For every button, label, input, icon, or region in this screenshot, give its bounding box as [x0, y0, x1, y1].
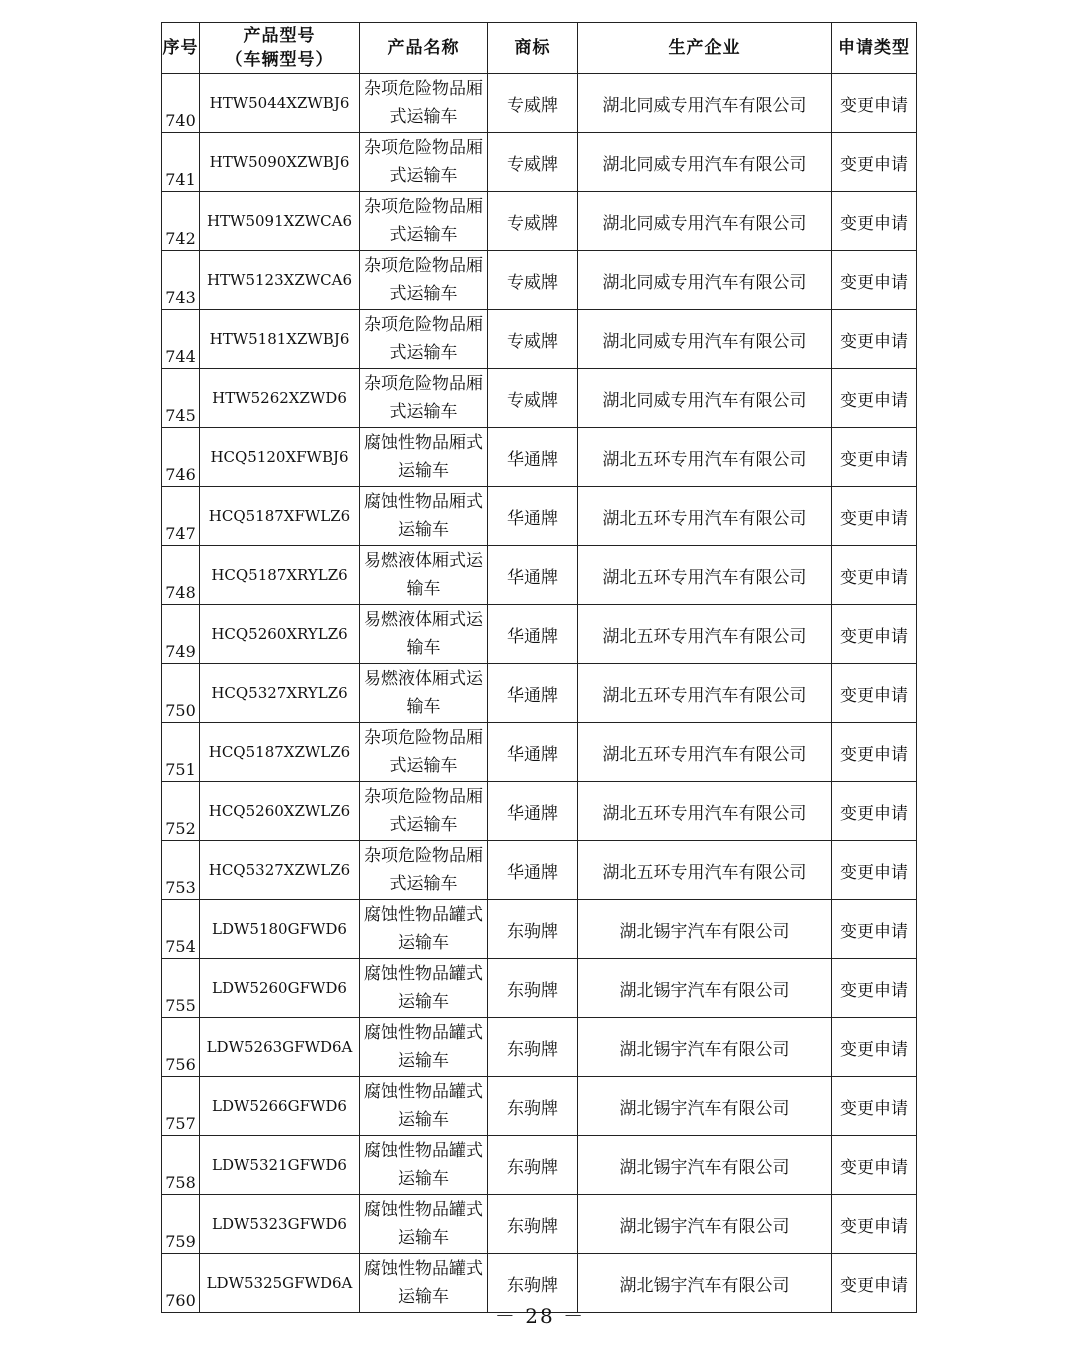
table-row	[162, 487, 917, 546]
table-row	[162, 133, 917, 192]
product-model-cell: LDW5260GFWD6	[200, 959, 360, 1018]
application-type-cell: 变更申请	[832, 546, 917, 605]
product-table	[161, 22, 917, 1313]
row-number-cell: 740	[162, 74, 200, 133]
application-type-cell: 变更申请	[832, 310, 917, 369]
product-name-cell: 杂项危险物品厢式运输车	[360, 133, 488, 192]
product-name-cell: 易燃液体厢式运输车	[360, 546, 488, 605]
manufacturer-cell: 湖北同威专用汽车有限公司	[578, 369, 832, 428]
product-name-cell: 腐蚀性物品罐式运输车	[360, 1254, 488, 1313]
manufacturer-cell: 湖北同威专用汽车有限公司	[578, 310, 832, 369]
application-type-cell: 变更申请	[832, 1195, 917, 1254]
row-number-cell: 760	[162, 1254, 200, 1313]
application-type-cell: 变更申请	[832, 664, 917, 723]
application-type-cell: 变更申请	[832, 251, 917, 310]
product-model-cell: LDW5321GFWD6	[200, 1136, 360, 1195]
table-body	[162, 74, 917, 1313]
table-row	[162, 74, 917, 133]
header-brand: 商标	[488, 23, 578, 74]
product-name-cell: 杂项危险物品厢式运输车	[360, 782, 488, 841]
row-number-cell: 748	[162, 546, 200, 605]
row-number-cell: 750	[162, 664, 200, 723]
table-row	[162, 428, 917, 487]
product-model-cell: HCQ5187XZWLZ6	[200, 723, 360, 782]
row-number-cell: 758	[162, 1136, 200, 1195]
application-type-cell: 变更申请	[832, 133, 917, 192]
manufacturer-cell: 湖北五环专用汽车有限公司	[578, 428, 832, 487]
header-model	[200, 23, 360, 74]
product-model-cell: HTW5090XZWBJ6	[200, 133, 360, 192]
row-number-cell: 757	[162, 1077, 200, 1136]
product-model-cell: HCQ5327XZWLZ6	[200, 841, 360, 900]
row-number-cell: 742	[162, 192, 200, 251]
product-model-cell: LDW5266GFWD6	[200, 1077, 360, 1136]
manufacturer-cell: 湖北锡宇汽车有限公司	[578, 1018, 832, 1077]
manufacturer-cell: 湖北五环专用汽车有限公司	[578, 723, 832, 782]
header-model-line2: （车辆型号）	[225, 50, 334, 70]
application-type-cell: 变更申请	[832, 74, 917, 133]
product-model-cell: HTW5181XZWBJ6	[200, 310, 360, 369]
header-model-line1: 产品型号	[243, 26, 316, 46]
vehicle-product-table-page	[161, 22, 916, 1313]
product-model-cell: LDW5325GFWD6A	[200, 1254, 360, 1313]
row-number-cell: 744	[162, 310, 200, 369]
product-name-cell: 杂项危险物品厢式运输车	[360, 192, 488, 251]
product-name-cell: 腐蚀性物品罐式运输车	[360, 1018, 488, 1077]
product-name-cell: 杂项危险物品厢式运输车	[360, 723, 488, 782]
table-row	[162, 310, 917, 369]
product-name-cell: 腐蚀性物品罐式运输车	[360, 959, 488, 1018]
row-number-cell: 741	[162, 133, 200, 192]
manufacturer-cell: 湖北五环专用汽车有限公司	[578, 605, 832, 664]
row-number-cell: 743	[162, 251, 200, 310]
product-model-cell: HCQ5260XRYLZ6	[200, 605, 360, 664]
application-type-cell: 变更申请	[832, 487, 917, 546]
manufacturer-cell: 湖北五环专用汽车有限公司	[578, 841, 832, 900]
brand-name-cell: 华通牌	[488, 605, 578, 664]
brand-name-cell: 华通牌	[488, 487, 578, 546]
product-name-cell: 腐蚀性物品厢式运输车	[360, 428, 488, 487]
table-row	[162, 546, 917, 605]
brand-name-cell: 东驹牌	[488, 1077, 578, 1136]
product-name-cell: 腐蚀性物品罐式运输车	[360, 1077, 488, 1136]
table-row	[162, 1077, 917, 1136]
table-row	[162, 841, 917, 900]
table-row	[162, 369, 917, 428]
application-type-cell: 变更申请	[832, 1136, 917, 1195]
brand-name-cell: 华通牌	[488, 428, 578, 487]
row-number-cell: 756	[162, 1018, 200, 1077]
brand-name-cell: 东驹牌	[488, 959, 578, 1018]
row-number-cell: 746	[162, 428, 200, 487]
product-name-cell: 杂项危险物品厢式运输车	[360, 74, 488, 133]
brand-name-cell: 华通牌	[488, 841, 578, 900]
header-type: 申请类型	[832, 23, 917, 74]
manufacturer-cell: 湖北锡宇汽车有限公司	[578, 1195, 832, 1254]
product-name-cell: 易燃液体厢式运输车	[360, 664, 488, 723]
product-model-cell: LDW5323GFWD6	[200, 1195, 360, 1254]
manufacturer-cell: 湖北锡宇汽车有限公司	[578, 1136, 832, 1195]
table-row	[162, 192, 917, 251]
manufacturer-cell: 湖北五环专用汽车有限公司	[578, 782, 832, 841]
brand-name-cell: 专威牌	[488, 251, 578, 310]
brand-name-cell: 东驹牌	[488, 1018, 578, 1077]
brand-name-cell: 专威牌	[488, 74, 578, 133]
brand-name-cell: 华通牌	[488, 782, 578, 841]
application-type-cell: 变更申请	[832, 605, 917, 664]
manufacturer-cell: 湖北五环专用汽车有限公司	[578, 664, 832, 723]
row-number-cell: 752	[162, 782, 200, 841]
manufacturer-cell: 湖北五环专用汽车有限公司	[578, 487, 832, 546]
brand-name-cell: 东驹牌	[488, 1195, 578, 1254]
manufacturer-cell: 湖北同威专用汽车有限公司	[578, 192, 832, 251]
product-model-cell: HTW5091XZWCA6	[200, 192, 360, 251]
product-name-cell: 腐蚀性物品罐式运输车	[360, 900, 488, 959]
application-type-cell: 变更申请	[832, 841, 917, 900]
product-name-cell: 腐蚀性物品厢式运输车	[360, 487, 488, 546]
brand-name-cell: 华通牌	[488, 664, 578, 723]
application-type-cell: 变更申请	[832, 1018, 917, 1077]
manufacturer-cell: 湖北同威专用汽车有限公司	[578, 251, 832, 310]
table-row	[162, 782, 917, 841]
manufacturer-cell: 湖北五环专用汽车有限公司	[578, 546, 832, 605]
brand-name-cell: 专威牌	[488, 192, 578, 251]
table-row	[162, 664, 917, 723]
brand-name-cell: 东驹牌	[488, 1136, 578, 1195]
header-no: 序号	[162, 23, 200, 74]
product-model-cell: LDW5180GFWD6	[200, 900, 360, 959]
product-model-cell: LDW5263GFWD6A	[200, 1018, 360, 1077]
brand-name-cell: 东驹牌	[488, 900, 578, 959]
table-row	[162, 251, 917, 310]
product-name-cell: 易燃液体厢式运输车	[360, 605, 488, 664]
product-model-cell: HTW5123XZWCA6	[200, 251, 360, 310]
product-name-cell: 杂项危险物品厢式运输车	[360, 369, 488, 428]
brand-name-cell: 东驹牌	[488, 1254, 578, 1313]
manufacturer-cell: 湖北锡宇汽车有限公司	[578, 1254, 832, 1313]
product-model-cell: HCQ5120XFWBJ6	[200, 428, 360, 487]
row-number-cell: 755	[162, 959, 200, 1018]
table-header-row	[162, 23, 917, 74]
product-name-cell: 腐蚀性物品罐式运输车	[360, 1195, 488, 1254]
header-maker: 生产企业	[578, 23, 832, 74]
product-name-cell: 杂项危险物品厢式运输车	[360, 251, 488, 310]
brand-name-cell: 华通牌	[488, 723, 578, 782]
table-row	[162, 959, 917, 1018]
application-type-cell: 变更申请	[832, 428, 917, 487]
application-type-cell: 变更申请	[832, 1254, 917, 1313]
row-number-cell: 753	[162, 841, 200, 900]
row-number-cell: 751	[162, 723, 200, 782]
page-number: － 28 －	[494, 1304, 586, 1328]
product-model-cell: HCQ5260XZWLZ6	[200, 782, 360, 841]
table-row	[162, 605, 917, 664]
application-type-cell: 变更申请	[832, 1077, 917, 1136]
row-number-cell: 749	[162, 605, 200, 664]
manufacturer-cell: 湖北锡宇汽车有限公司	[578, 900, 832, 959]
product-model-cell: HTW5262XZWD6	[200, 369, 360, 428]
product-name-cell: 腐蚀性物品罐式运输车	[360, 1136, 488, 1195]
product-model-cell: HCQ5327XRYLZ6	[200, 664, 360, 723]
application-type-cell: 变更申请	[832, 959, 917, 1018]
product-name-cell: 杂项危险物品厢式运输车	[360, 841, 488, 900]
application-type-cell: 变更申请	[832, 782, 917, 841]
brand-name-cell: 专威牌	[488, 133, 578, 192]
application-type-cell: 变更申请	[832, 192, 917, 251]
manufacturer-cell: 湖北同威专用汽车有限公司	[578, 133, 832, 192]
brand-name-cell: 专威牌	[488, 310, 578, 369]
row-number-cell: 754	[162, 900, 200, 959]
manufacturer-cell: 湖北锡宇汽车有限公司	[578, 959, 832, 1018]
manufacturer-cell: 湖北同威专用汽车有限公司	[578, 74, 832, 133]
row-number-cell: 747	[162, 487, 200, 546]
table-row	[162, 900, 917, 959]
product-model-cell: HTW5044XZWBJ6	[200, 74, 360, 133]
product-name-cell: 杂项危险物品厢式运输车	[360, 310, 488, 369]
application-type-cell: 变更申请	[832, 900, 917, 959]
brand-name-cell: 专威牌	[488, 369, 578, 428]
manufacturer-cell: 湖北锡宇汽车有限公司	[578, 1077, 832, 1136]
application-type-cell: 变更申请	[832, 369, 917, 428]
row-number-cell: 759	[162, 1195, 200, 1254]
product-model-cell: HCQ5187XRYLZ6	[200, 546, 360, 605]
brand-name-cell: 华通牌	[488, 546, 578, 605]
row-number-cell: 745	[162, 369, 200, 428]
application-type-cell: 变更申请	[832, 723, 917, 782]
header-name: 产品名称	[360, 23, 488, 74]
table-row	[162, 1195, 917, 1254]
product-model-cell: HCQ5187XFWLZ6	[200, 487, 360, 546]
table-row	[162, 1018, 917, 1077]
table-row	[162, 723, 917, 782]
table-row	[162, 1136, 917, 1195]
